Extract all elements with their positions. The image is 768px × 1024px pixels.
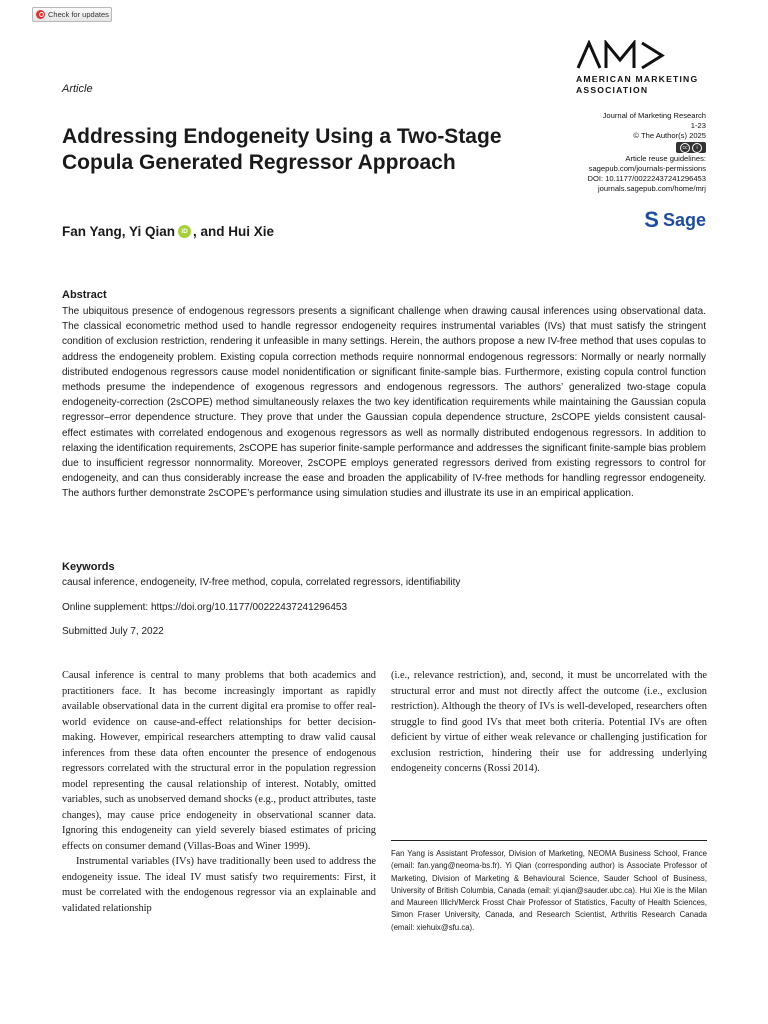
abstract-heading: Abstract (62, 289, 107, 301)
reuse-guidelines-link[interactable]: sagepub.com/journals-permissions (588, 164, 706, 173)
doi[interactable]: DOI: 10.1177/00222437241296453 (587, 174, 706, 183)
body-column-right: (i.e., relevance restriction), and, second, it must be uncorrelated with the structural error and must not directly affect the outcome (i.e., exclusion restriction). Although the theory of IVs is well-developed, researchers often struggle to find good IVs that meet both criteria. Potential IVs are often deficient by virtue of either weak relevance or challenging justification for exclusion restriction, hindering their use for addressing underlying endogeneity concerns (Rossi 2014). (391, 670, 707, 774)
orcid-icon[interactable]: iD (178, 225, 191, 238)
abstract-text: The ubiquitous presence of endogenous regressors presents a significant challenge when drawing causal inferences using observational data. The classical econometric method used to handle regressor endogeneity requires instrumental variables (IVs) that must satisfy the stringent condition of exclusion restriction, rendering it unfeasible in many settings. Herein, the authors propose a new IV-free method that uses copulas to address the endogeneity problem. Existing copula correction methods require nonnormal endogenous regressors: Normally or nearly normally distributed endogenous regressors cause model nonidentification or significant finite-sample bias. Furthermore, existing copula control function methods presume the independence of exogenous regressors and endogenous regressors. The authors’ generalized two-stage copula endogeneity-correction (2sCOPE) method simultaneously relaxes the two key identification requirements while maintaining the Gaussian copula regressor–error dependence structure. They prove that under the Gaussian copula dependence structure, 2sCOPE yields consistent causal-effect estimates with correlated endogenous and exogenous regressors as well as normally distributed endogenous regressors. In addition to relaxing the identification requirements, 2sCOPE has superior finite-sample performance and addresses the significant finite-sample bias problem due to insufficient regressor nonnormality. Moreover, 2sCOPE employs generated regressors derived from existing regressors to control for endogeneity, and can thus considerably increase the ease and broaden the applicability of IV-free methods for handling regressor endogeneity. The authors further demonstrate 2sCOPE’s performance using simulation studies and illustrate its use in an empirical application. (62, 306, 706, 500)
ama-name-line1: AMERICAN MARKETING (576, 74, 699, 84)
body-paragraph: Instrumental variables (IVs) have traditionally been used to address the endogeneity issue. The ideal IV must satisfy two requirements: First, it must be correlated with the endogenous regressor via an explainable and validated relationship (62, 856, 376, 914)
ama-logo (576, 40, 710, 96)
author-affiliation-footnote: Fan Yang is Assistant Professor, Division of Marketing, NEOMA Business School, France (email: fan.yang@neoma-bs.fr). Yi Qian (corresponding author) is Associate Professor of Marketing, Division of Marketing & Behavioural Science, Sauder School of Business, University of British Columbia, Canada (email: yi.qian@sauder.ubc.ca). Hui Xie is the Milan and Maureen Illich/Merck Frosst Chair Professor of Statistics, Faculty of Health Sciences, Simon Fraser University, Canada, and Research Scientist, Arthritis Research Canada (email: xiehuix@sfu.ca). (391, 849, 707, 932)
authors-last: , and Hui Xie (193, 224, 275, 239)
check-for-updates-badge[interactable] (32, 7, 112, 22)
ama-logo-mark-icon (576, 40, 666, 70)
body-paragraph: Causal inference is central to many problems that both academics and practitioners face. It has become increasingly important as rapidly available observational data in the current digital era promise to offer real-world evidence on cause-and-effect relationships for better decision-making. However, empirical researchers attempting to draw valid causal inferences from these data often encounter the presence of endogenous regressors correlated with the structural error in the population regression model representing the causal relationship of interest. Notably, omitted variables, such as unobserved demand shocks (e.g., product attributes, taste changes), may cause price endogeneity in observational scanner data. Ignoring this endogeneity can yield severely biased estimates of pricing effects on consumer demand (Villas-Boas and Winer 1999). (62, 670, 376, 852)
online-supplement-link[interactable]: Online supplement: https://doi.org/10.1177/00222437241296453 (62, 602, 348, 613)
journal-name: Journal of Marketing Research (602, 111, 706, 120)
footnote-divider (391, 840, 707, 841)
sage-wordmark: Sage (662, 209, 706, 230)
sage-logo (644, 207, 706, 233)
keywords-text: causal inference, endogeneity, IV-free method, copula, correlated regressors, identifiability (62, 577, 461, 588)
reuse-guidelines-label: Article reuse guidelines: (625, 154, 706, 163)
journal-home-link[interactable]: journals.sagepub.com/home/mrj (597, 184, 706, 193)
crossmark-icon (36, 10, 45, 19)
submission-date: Submitted July 7, 2022 (62, 626, 164, 637)
sage-s-icon: S (644, 207, 659, 232)
check-updates-label: Check for updates (48, 10, 109, 19)
paper-title: Addressing Endogeneity Using a Two-Stage Copula Generated Regressor Approach (62, 125, 502, 174)
authors-first: Fan Yang, Yi Qian (62, 224, 176, 239)
body-column-left (62, 668, 376, 916)
article-type-label: Article (62, 83, 93, 95)
creative-commons-icon[interactable]: cc i (676, 142, 706, 153)
page-range: 1-23 (690, 121, 706, 130)
journal-metadata (506, 111, 706, 194)
keywords-heading: Keywords (62, 561, 115, 573)
author-list (62, 224, 274, 239)
copyright: © The Author(s) 2025 (633, 131, 706, 140)
ama-name-line2: ASSOCIATION (576, 85, 649, 95)
